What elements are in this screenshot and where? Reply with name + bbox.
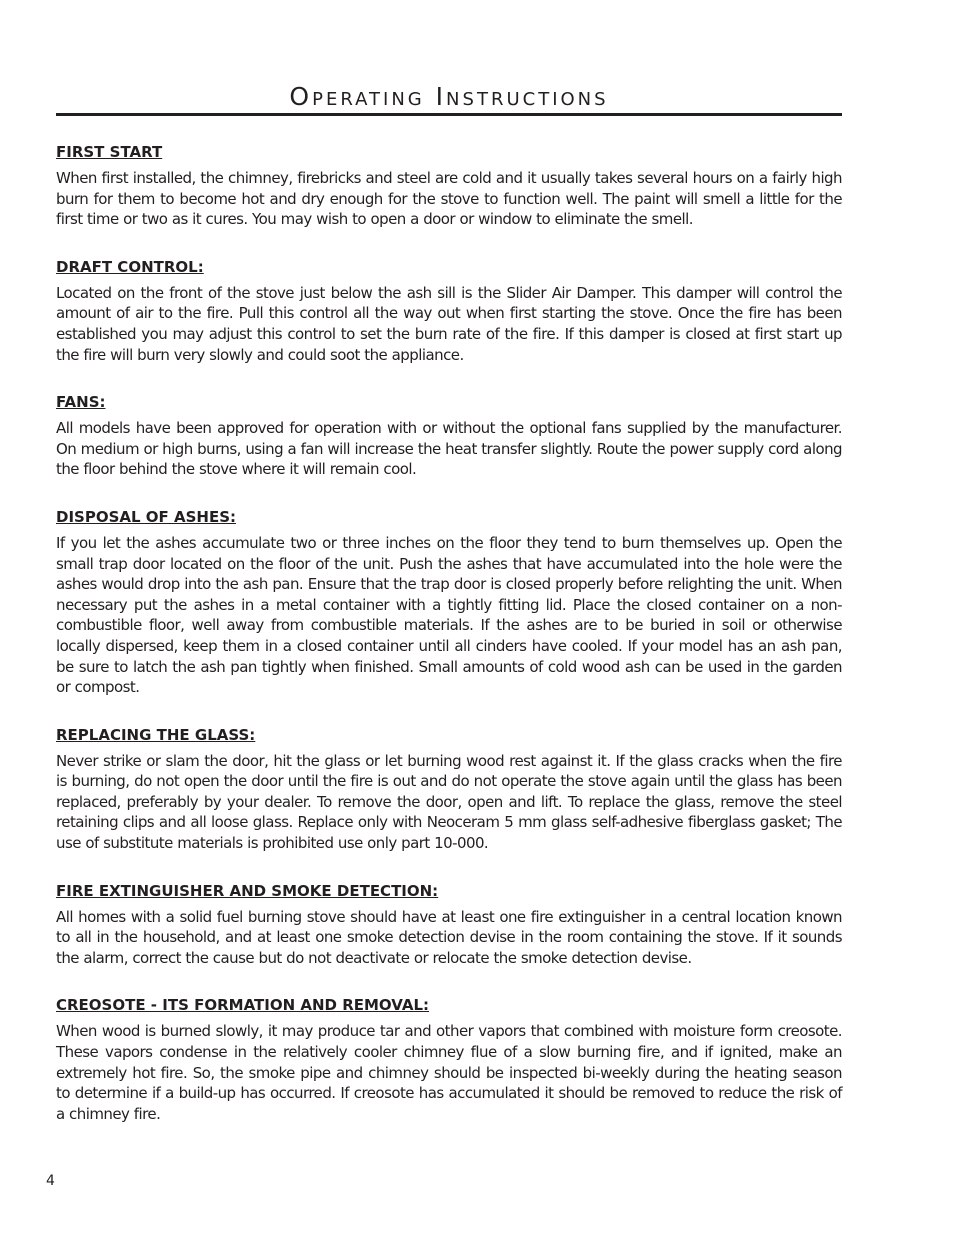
section-heading: CREOSOTE - ITS FORMATION AND REMOVAL: [56,996,430,1015]
section-paragraph: Never strike or slam the door, hit the glass or let burning wood rest against it. If the glass cracks when the fire is burning, do not open the door until the fire is out and do not operate the stove again until the glass has been replaced, preferably by your dealer. To remove the door, open and lift. To replace the glass, remove the steel retaining clips and all loose glass. Replace only with Neoceram 5 mm glass self-adhesive fiberglass gasket; The use of substitute materials is prohibited use only part 10-000. [56,751,842,853]
title-divider [56,113,842,116]
section-creosote [56,995,842,1124]
document-body [56,142,842,1151]
section-paragraph: If you let the ashes accumulate two or three inches on the floor they tend to burn themselves up. Open the small trap door located on the floor of the unit. Push the ashes that have accumulated into the hole were the ashes would drop into the ash pan. Ensure that the trap door is closed properly before relighting the unit. When necessary put the ashes in a metal container with a tightly fitting lid. Place the closed container on a non-combustible floor, well away from combustible materials. If the ashes are to be buried in soil or otherwise locally dispersed, keep them in a closed container until all cinders have cooled. If your model has an ash pan, be sure to latch the ash pan tightly when finished. Small amounts of cold wood ash can be used in the garden or compost. [56,533,842,697]
section-first-start [56,142,842,230]
section-fans [56,392,842,480]
section-paragraph: When wood is burned slowly, it may produce tar and other vapors that combined with moisture form creosote. These vapors condense in the relatively cooler chimney flue of a slow burning fire, and if ignited, make an extremely hot fire. So, the smoke pipe and chimney should be inspected bi-weekly during the heating season to determine if a build-up has occurred. If creosote has accumulated it should be removed to reduce the risk of a chimney fire. [56,1022,842,1123]
page-title: Operating Instructions [289,82,609,111]
section-paragraph: Located on the front of the stove just below the ash sill is the Slider Air Damper. This damper will control the amount of air to the fire. Pull this control all the way out when first starting the stove. Once the fire has been established you may adjust this control to set the burn rate of the fire. If this damper is closed at first start up the fire will burn very slowly and could soot the appliance. [56,283,842,364]
section-paragraph: All models have been approved for operation with or without the optional fans supplied by the manufacturer. On medium or high burns, using a fan will increase the heat transfer slightly. Route the power supply cord along the floor behind the stove where it will remain cool. [56,419,842,479]
section-replacing-the-glass [56,725,842,854]
section-paragraph: When first installed, the chimney, firebricks and steel are cold and it usually takes several hours on a fairly high burn for them to become hot and dry enough for the stove to function well. The paint will smell a little for the first time or two as it cures. You may wish to open a door or window to eliminate the smell. [56,169,842,229]
section-draft-control [56,257,842,365]
section-heading: DISPOSAL OF ASHES: [56,507,237,526]
section-heading: FIRST START [56,143,163,161]
section-fire-extinguisher [56,881,842,969]
section-heading: FANS: [56,393,106,412]
section-paragraph: All homes with a solid fuel burning stove should have at least one fire extinguisher in a central location known to all in the household, and at least one smoke detection devise in the room containing the stove. If it sounds the alarm, correct the cause but do not deactivate or relocate the smoke detection devise. [56,907,842,967]
section-disposal-of-ashes [56,507,842,698]
section-heading: DRAFT CONTROL: [56,257,204,276]
page-number: 4 [46,1173,55,1189]
section-heading: REPLACING THE GLASS: [56,725,256,744]
section-heading: FIRE EXTINGUISHER AND SMOKE DETECTION: [56,881,439,900]
